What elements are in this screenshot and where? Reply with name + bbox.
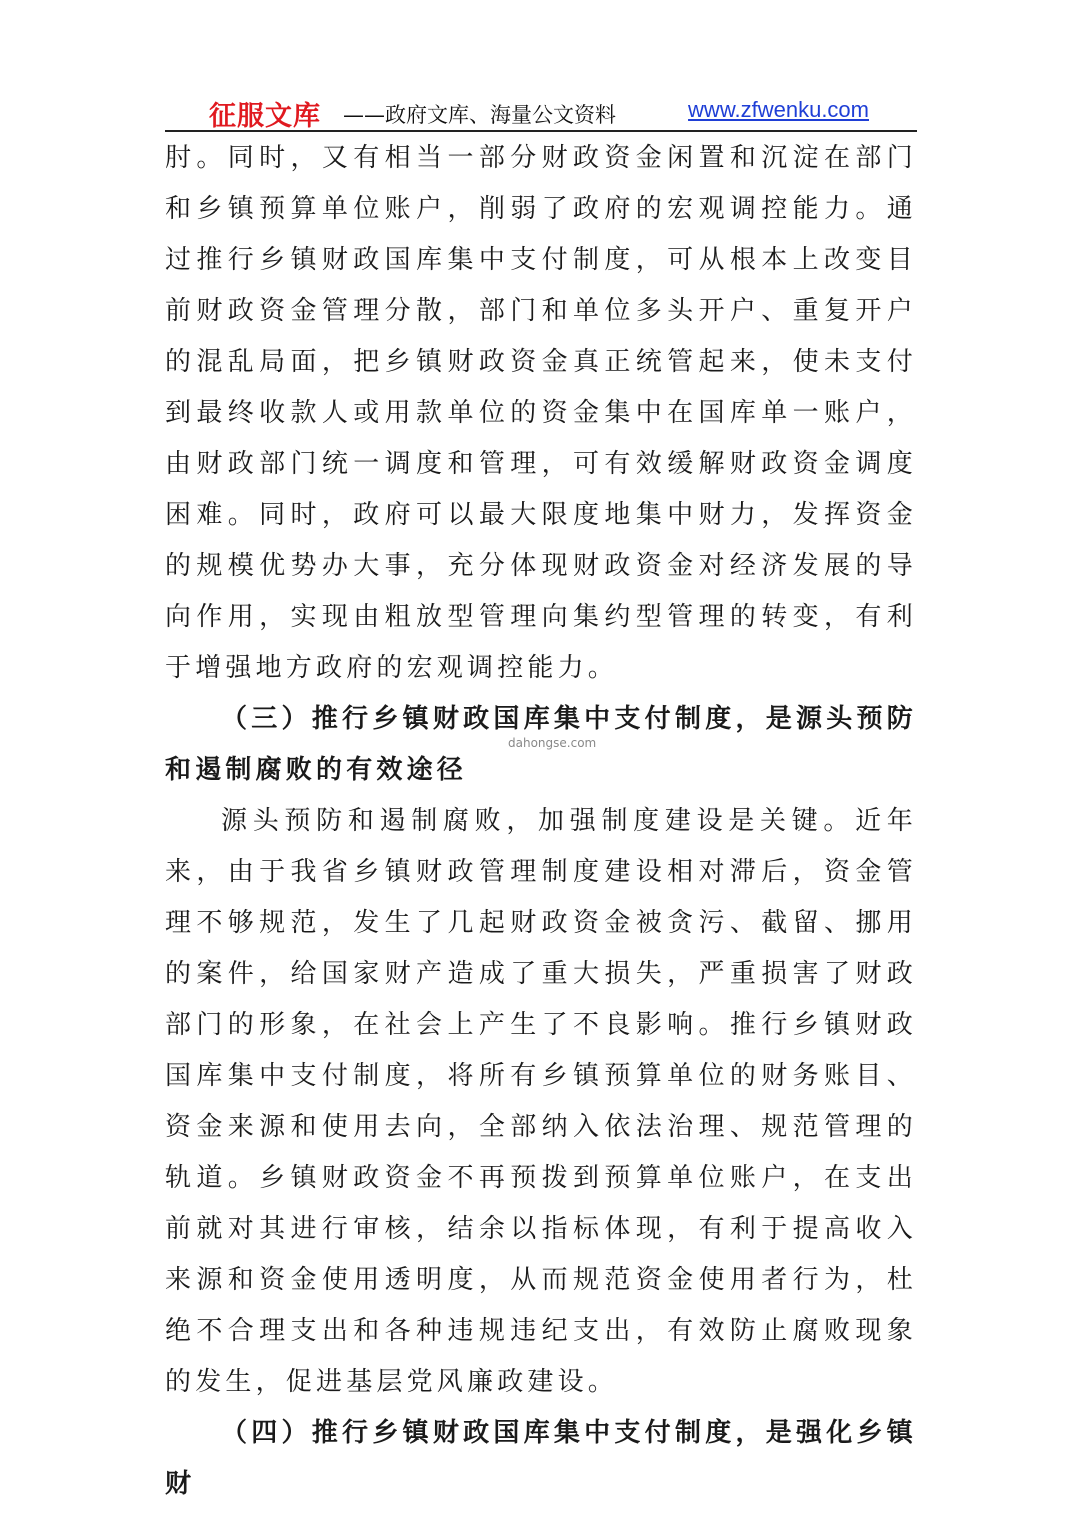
watermark-text: dahongse.com [508, 736, 597, 750]
site-link[interactable]: www.zfwenku.com [688, 97, 869, 122]
document-body [165, 133, 917, 1510]
paragraph-continued: 肘。同时，又有相当一部分财政资金闲置和沉淀在部门和乡镇预算单位账户，削弱了政府的宏观调控能力。通过推行乡镇财政国库集中支付制度，可从根本上改变目前财政资金管理分散，部门和单位多头开户、重复开户的混乱局面，把乡镇财政资金真正统管起来，使未支付到最终收款人或用款单位的资金集中在国库单一账户，由财政部门统一调度和管理，可有效缓解财政资金调度困难。同时，政府可以最大限度地集中财力，发挥资金的规模优势办大事，充分体现财政资金对经济发展的导向作用，实现由粗放型管理向集约型管理的转变，有利于增强地方政府的宏观调控能力。 [165, 143, 917, 683]
section-heading-4: （四）推行乡镇财政国库集中支付制度，是强化乡镇财 [165, 1418, 917, 1499]
paragraph-body: 源头预防和遏制腐败，加强制度建设是关键。近年来，由于我省乡镇财政管理制度建设相对滞后，资金管理不够规范，发生了几起财政资金被贪污、截留、挪用的案件，给国家财产造成了重大损失，严重损害了财政部门的形象，在社会上产生了不良影响。推行乡镇财政国库集中支付制度，将所有乡镇预算单位的财务账目、资金来源和使用去向，全部纳入依法治理、规范管理的轨道。乡镇财政资金不再预拨到预算单位账户，在支出前就对其进行审核，结余以指标体现，有利于提高收入来源和资金使用透明度，从而规范资金使用者行为，杜绝不合理支出和各种违规违纪支出，有效防止腐败现象的发生，促进基层党风廉政建设。 [165, 806, 917, 1397]
brand-logo: 征服文库 [209, 101, 321, 132]
header-tagline: ——政府文库、海量公文资料 [343, 103, 616, 127]
section-heading-3: （三）推行乡镇财政国库集中支付制度，是源头预防和遏制腐败的有效途径 [165, 704, 917, 785]
page-header [165, 88, 917, 132]
